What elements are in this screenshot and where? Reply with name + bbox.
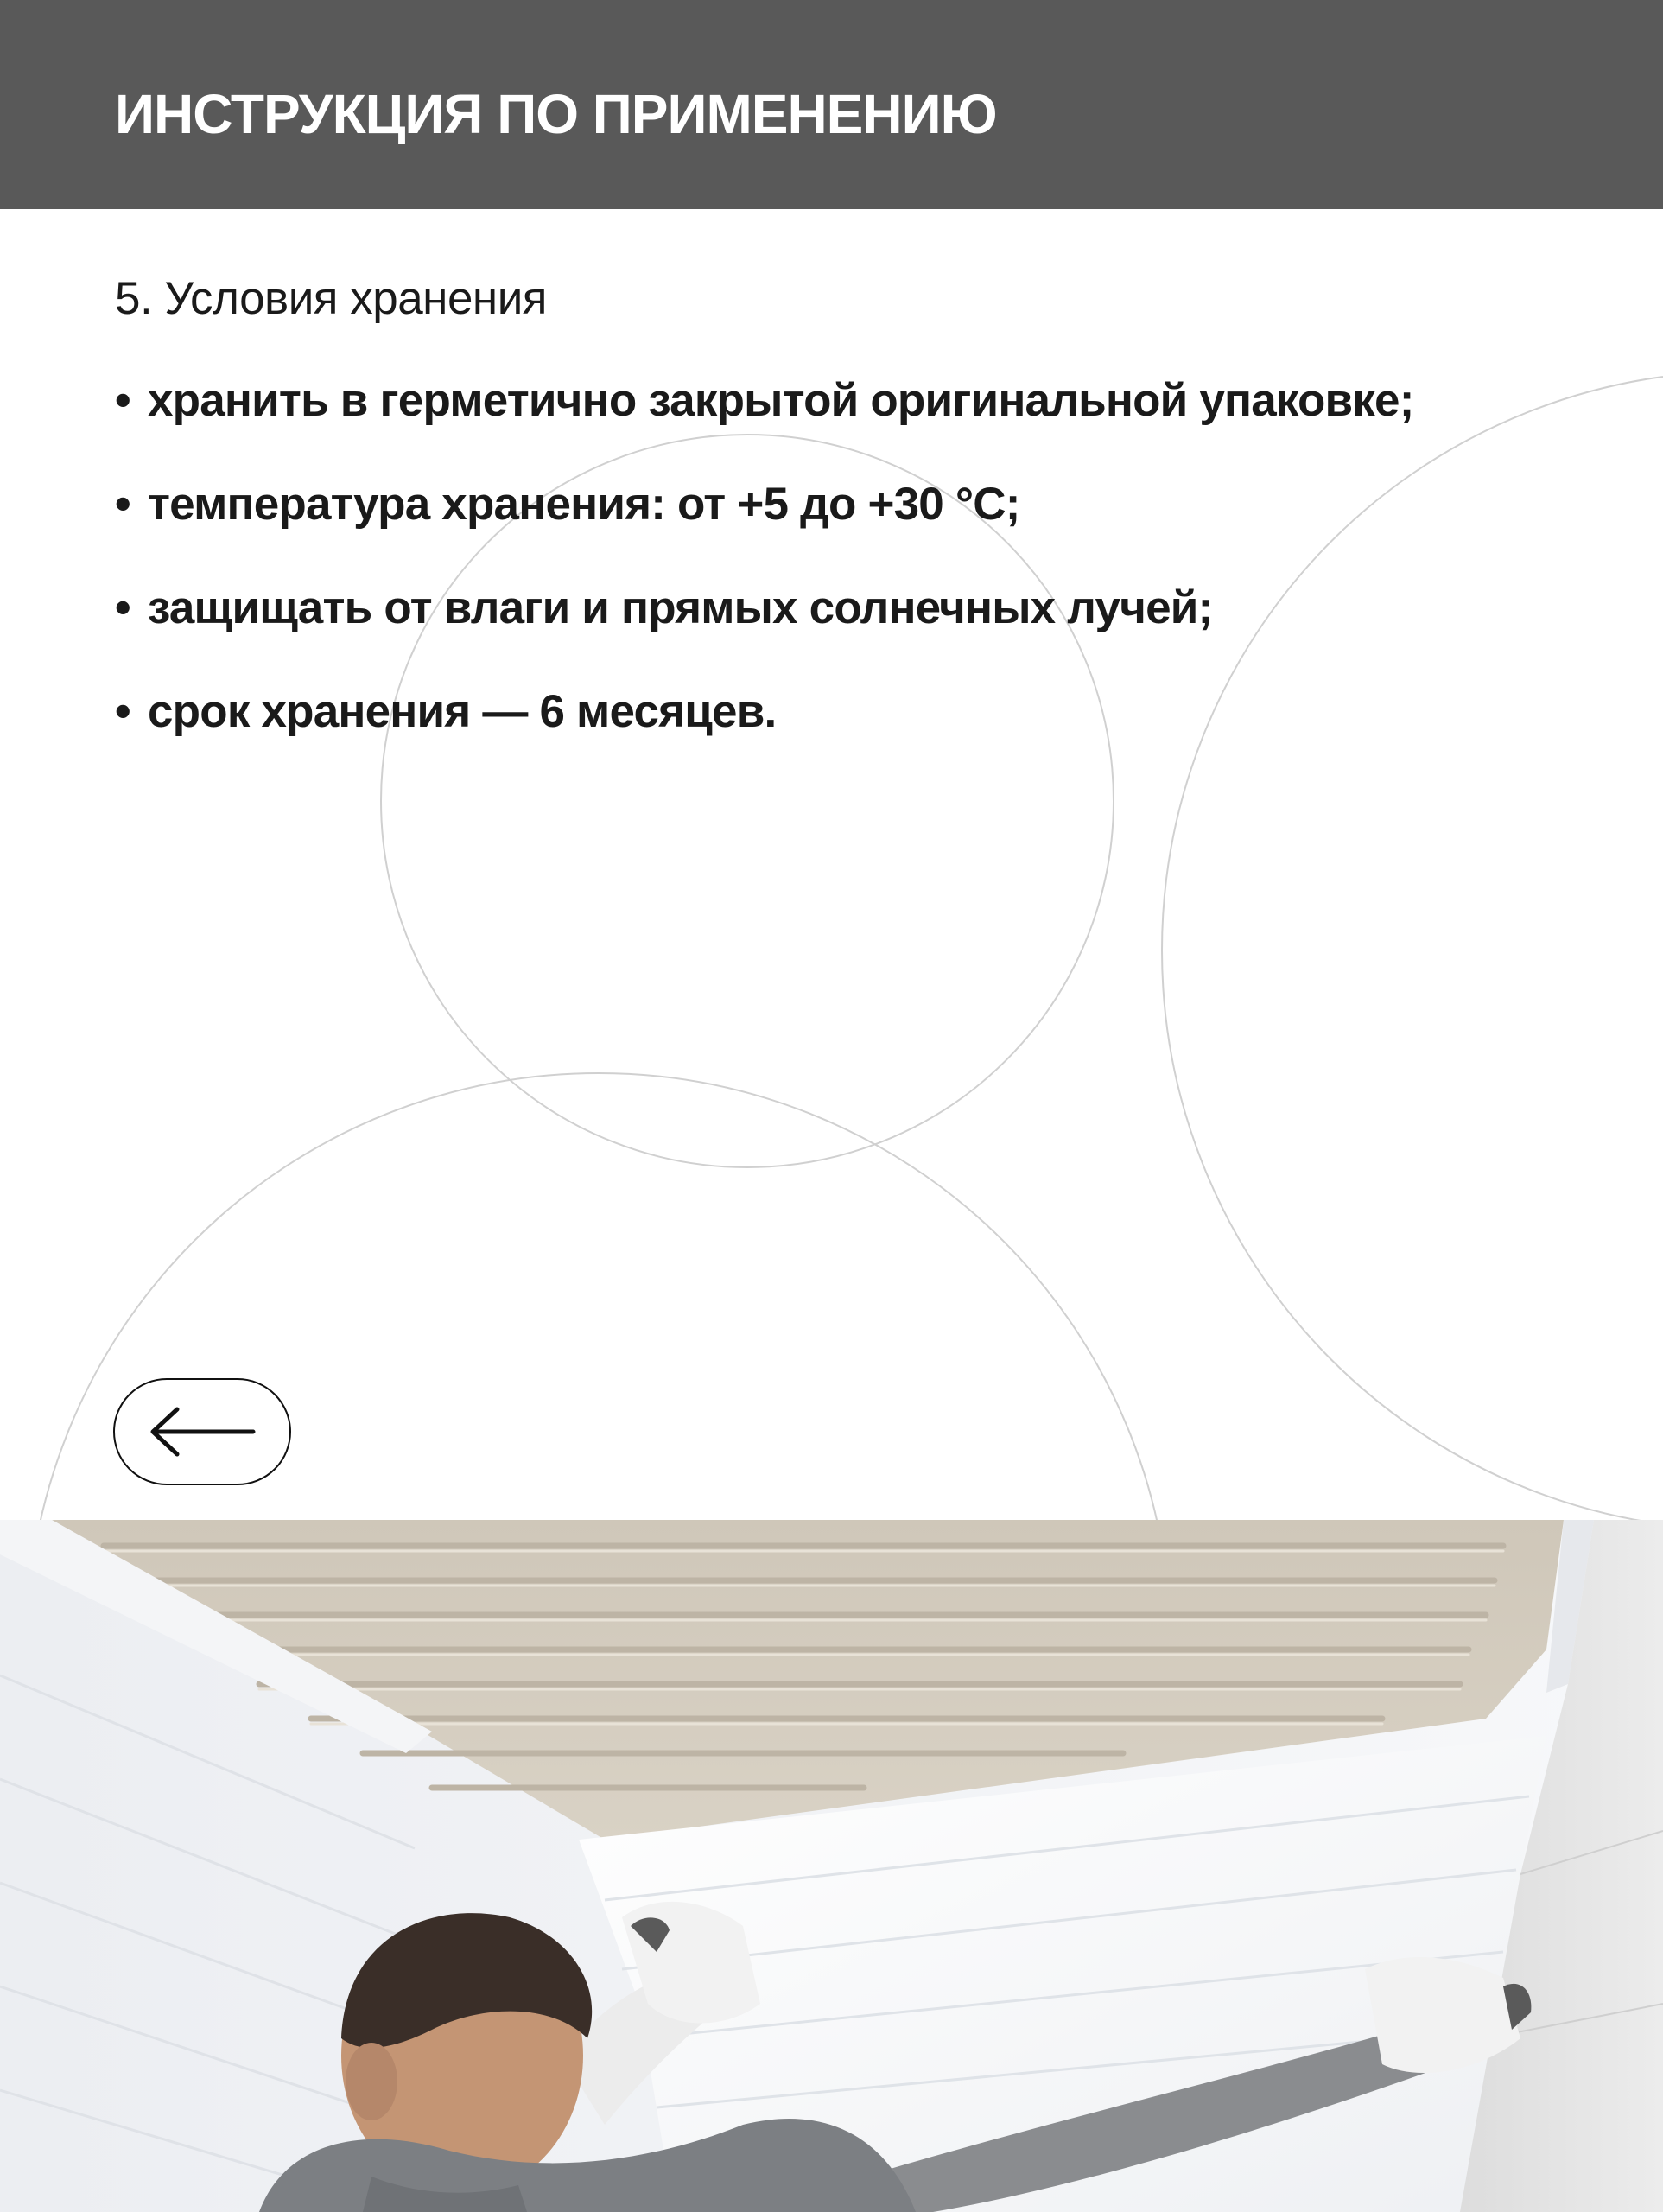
arrow-left-icon — [146, 1406, 258, 1458]
back-button[interactable] — [113, 1378, 291, 1485]
list-item — [115, 373, 1414, 477]
bullet: • — [115, 375, 130, 426]
bullet: • — [115, 582, 130, 633]
storage-conditions-list — [115, 373, 1414, 788]
list-item — [115, 477, 1414, 581]
list-item-text: температура хранения: от +5 до +30 °С; — [148, 479, 1020, 530]
section-heading: 5. Условия хранения — [115, 273, 548, 324]
list-item-text: срок хранения — 6 месяцев. — [148, 686, 777, 737]
bullet: • — [115, 686, 130, 737]
header-bar — [0, 0, 1663, 209]
list-item-text: защищать от влаги и прямых солнечных лучей; — [148, 582, 1213, 633]
installation-photo — [0, 1520, 1663, 2212]
list-item — [115, 581, 1414, 684]
page-title: ИНСТРУКЦИЯ ПО ПРИМЕНЕНИЮ — [115, 83, 997, 145]
list-item-text: хранить в герметично закрытой оригинальной упаковке; — [148, 375, 1414, 426]
list-item — [115, 684, 1414, 788]
bullet: • — [115, 479, 130, 530]
